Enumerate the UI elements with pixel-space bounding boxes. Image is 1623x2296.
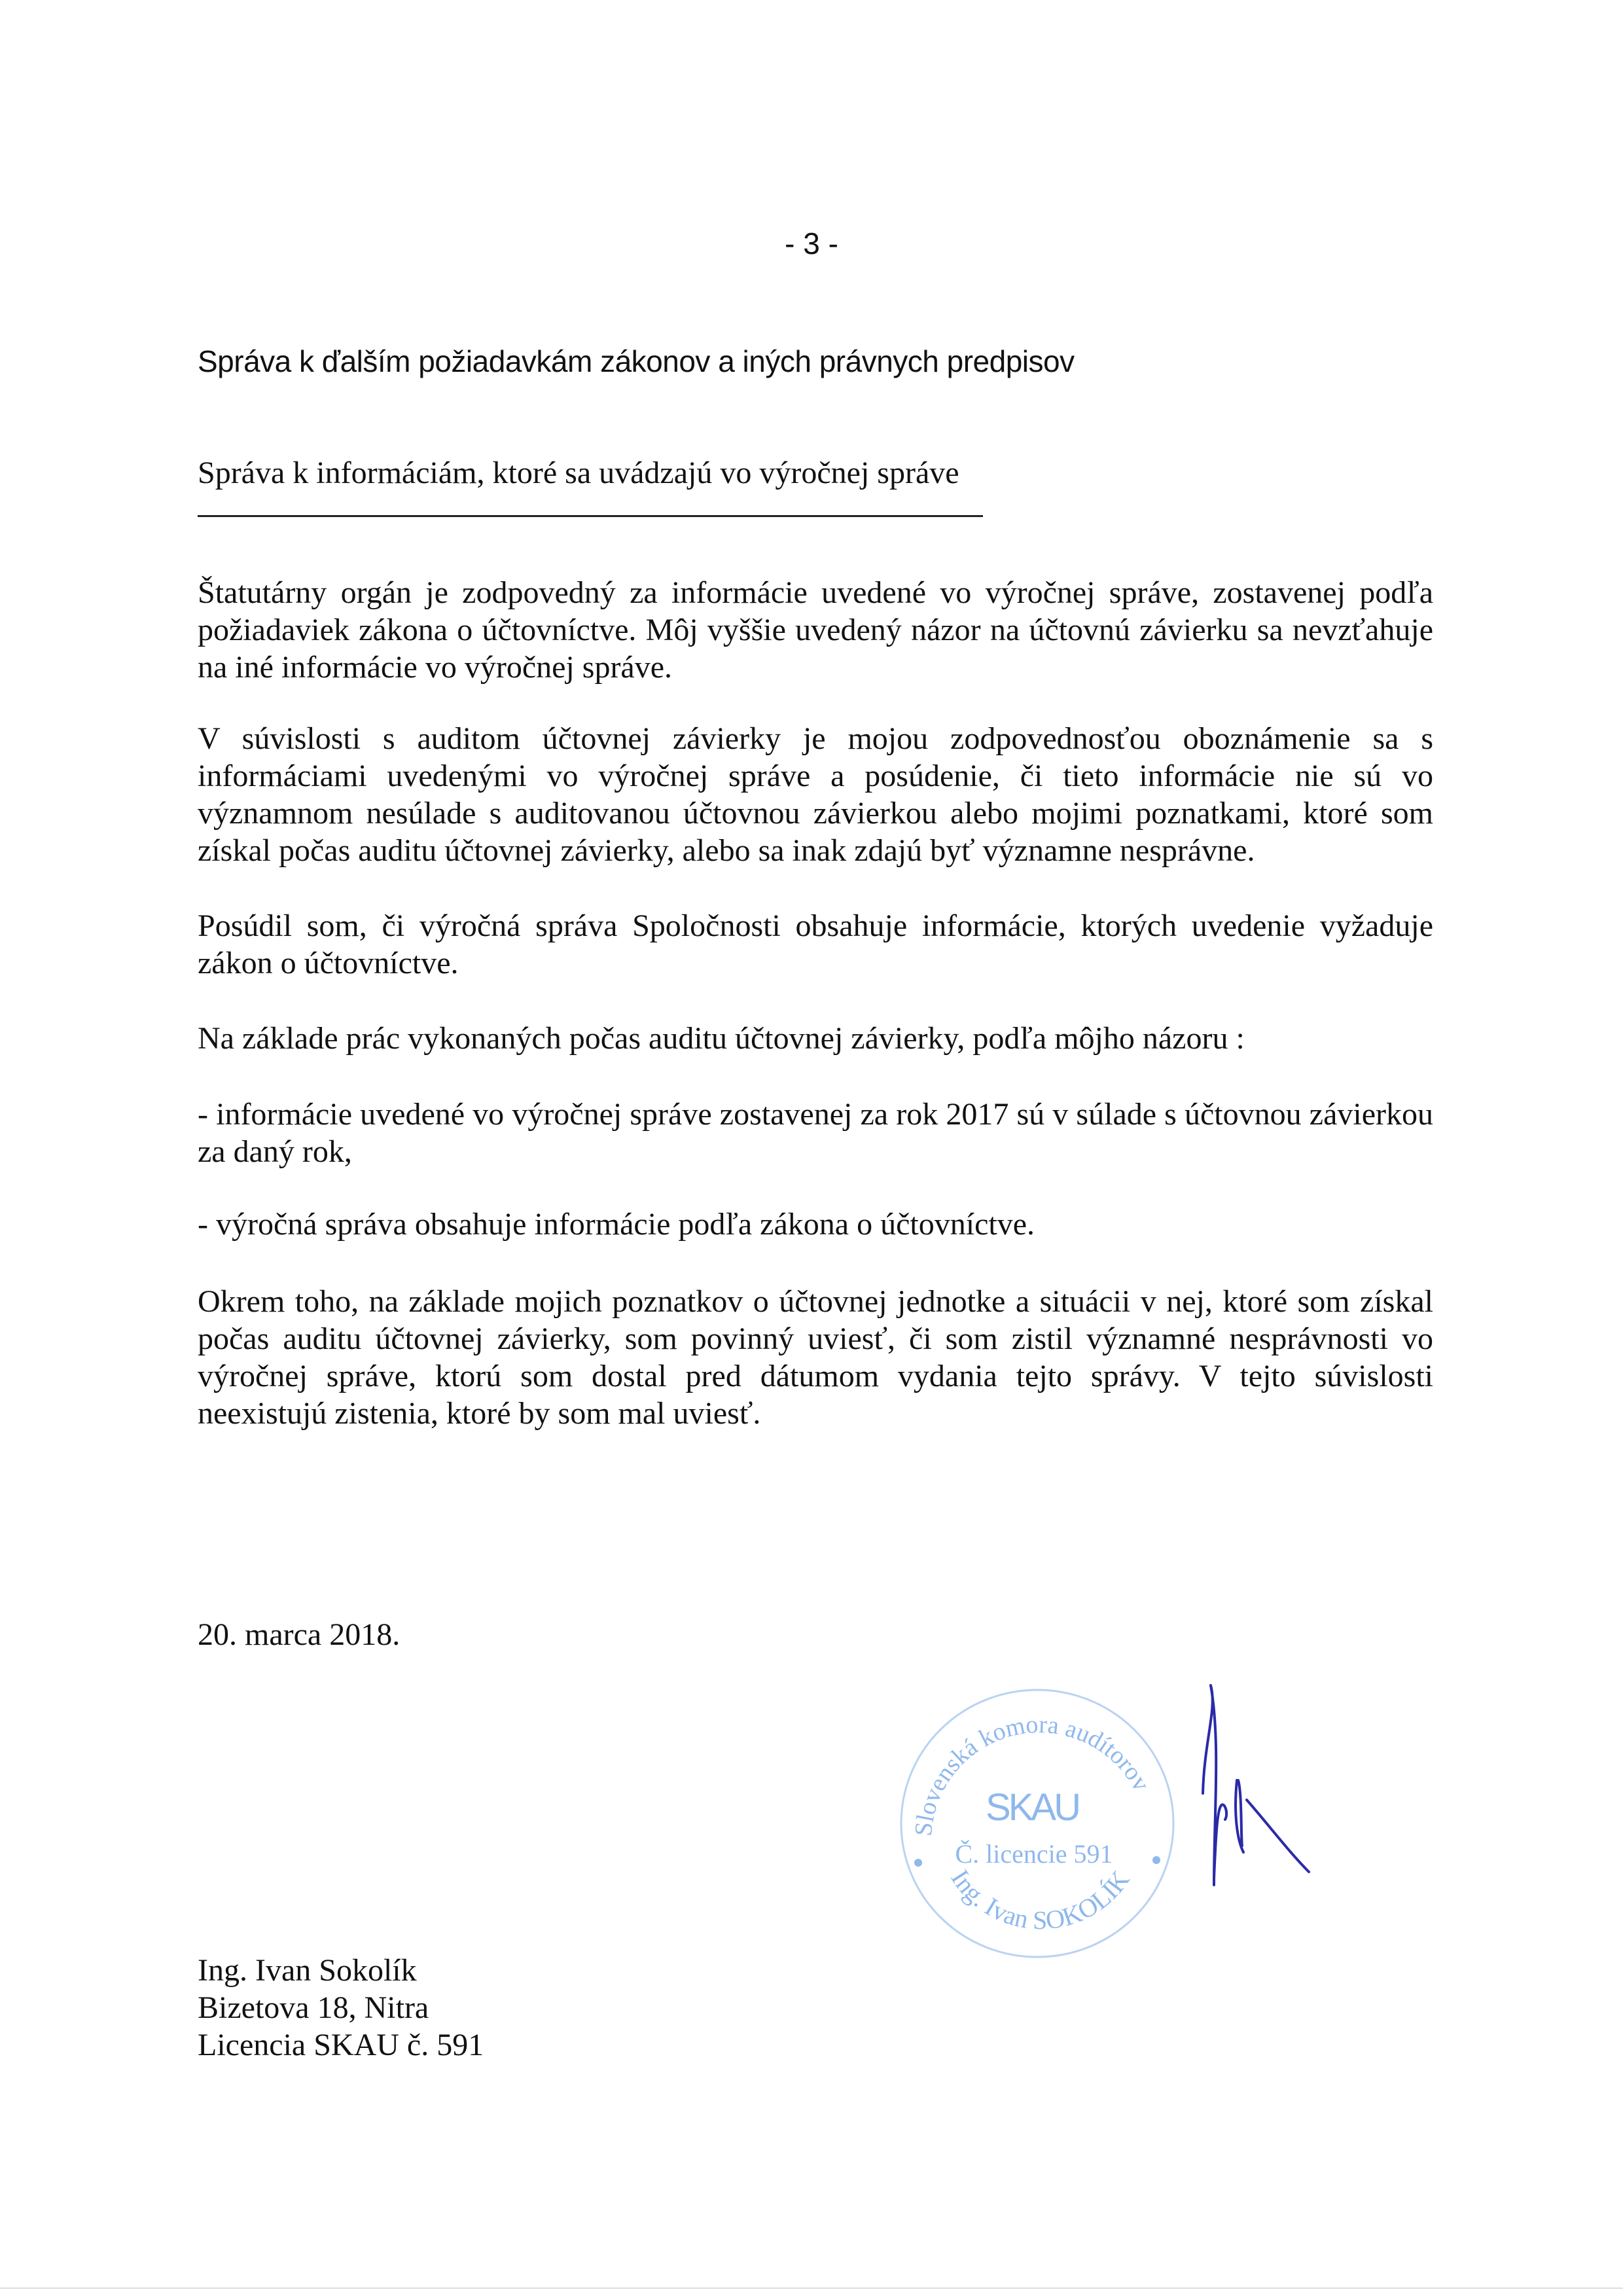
signatory-address: Bizetova 18, Nitra <box>198 1990 429 2025</box>
page-edge <box>0 2287 1623 2289</box>
signature <box>1191 1682 1322 1898</box>
paragraph-findings: Okrem toho, na základe mojich poznatkov o účtovnej jednotke a situácii v nej, ktoré som získal počas auditu účtovnej závierky, som povinný uviesť, či som zistil významné nesprávnosti vo výročnej správe, ktorú som dostal pred dátumom vydania tejto správy. V tejto súvislosti neexistujú zistenia, ktoré by som mal uviesť. <box>198 1284 1433 1431</box>
underline-rule <box>198 515 983 517</box>
svg-text:SKAU: SKAU <box>986 1786 1079 1829</box>
section-heading: Správa k ďalším požiadavkám zákonov a iných právnych predpisov <box>198 344 1075 378</box>
report-date: 20. marca 2018. <box>198 1617 401 1652</box>
paragraph-opinion-intro: Na základe prác vykonaných počas auditu účtovnej závierky, podľa môjho názoru : <box>198 1021 1245 1056</box>
page-number: - 3 - <box>785 226 838 260</box>
signatory-name: Ing. Ivan Sokolík <box>198 1953 417 1988</box>
subsection-heading: Správa k informáciám, ktoré sa uvádzajú vo výročnej správe <box>198 456 959 490</box>
paragraph-assessment: Posúdil som, či výročná správa Spoločnosti obsahuje informácie, ktorých uvedenie vyžaduje zákon o účtovníctve. <box>198 908 1433 980</box>
auditor-stamp <box>893 1679 1181 1967</box>
paragraph-responsibility: Štatutárny orgán je zodpovedný za informácie uvedené vo výročnej správe, zostavenej podľa požiadaviek zákona o účtovníctve. Môj vyššie uvedený názor na účtovnú závierku sa nevzťahuje na iné informácie vo výročnej správe. <box>198 575 1433 685</box>
svg-text:Slovenská komora audítorov: Slovenská komora audítorov <box>909 1710 1156 1838</box>
opinion-item-2: - výročná správa obsahuje informácie podľa zákona o účtovníctve. <box>198 1207 1035 1242</box>
svg-text:Ing. Ivan SOKOLÍK: Ing. Ivan SOKOLÍK <box>945 1864 1135 1935</box>
paragraph-auditor-duty: V súvislosti s auditom účtovnej závierky je mojou zodpovednosťou oboznámenie sa s informáciami uvedenými vo výročnej správe a posúdenie, či tieto informácie nie sú vo významnom nesúlade s auditovanou účtovnou závierkou alebo mojimi poznatkami, ktoré som získal počas auditu účtovnej závierky, alebo sa inak zdajú byť významne nesprávne. <box>198 721 1433 868</box>
opinion-item-1: - informácie uvedené vo výročnej správe zostavenej za rok 2017 sú v súlade s účtovnou závierkou za daný rok, <box>198 1097 1433 1169</box>
signatory-block <box>198 1952 484 2064</box>
svg-text:Č. licencie 591: Č. licencie 591 <box>955 1839 1113 1869</box>
signatory-license: Licencia SKAU č. 591 <box>198 2028 484 2062</box>
